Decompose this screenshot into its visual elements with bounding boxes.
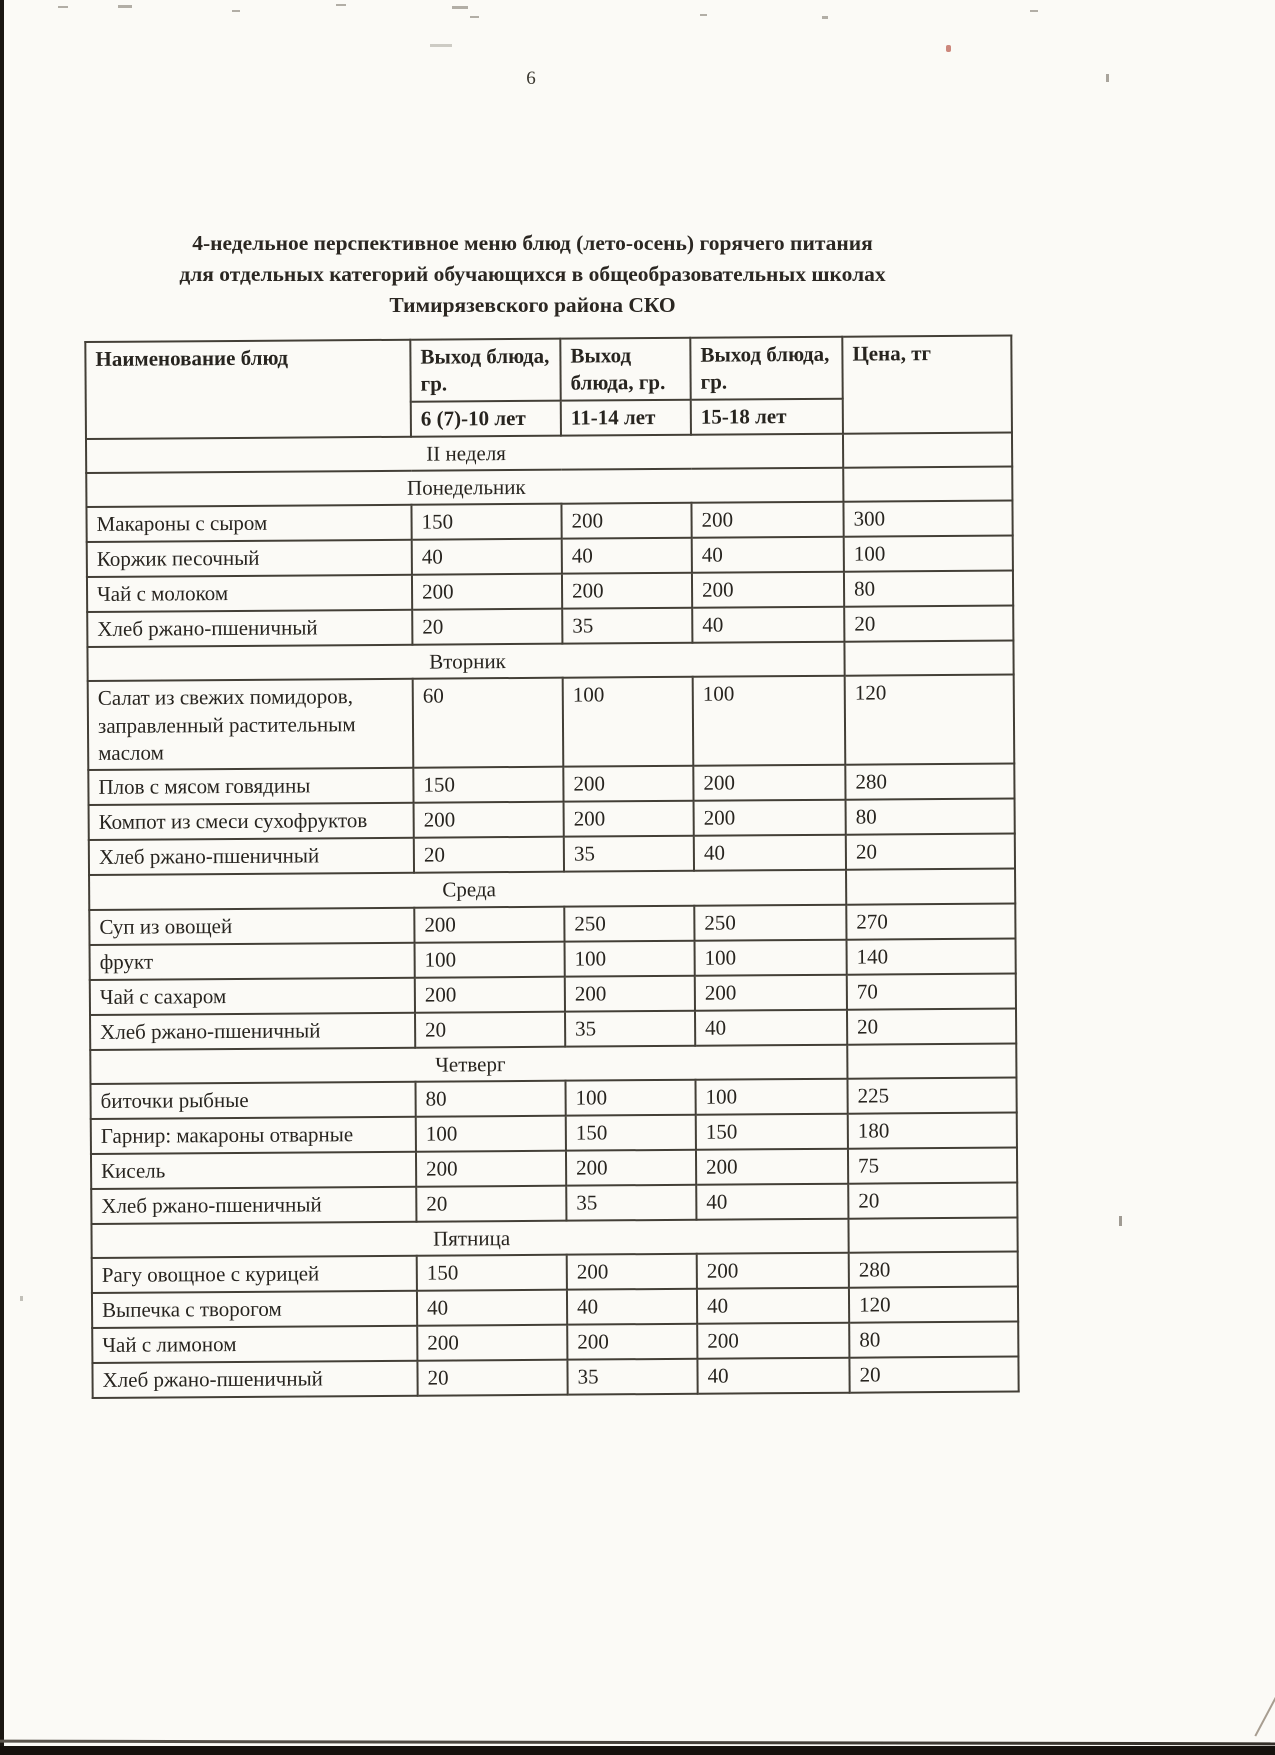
week-price-cell: [843, 432, 1012, 467]
dish-name-cell: Суп из овощей: [89, 907, 414, 944]
dish-name-cell: Чай с лимоном: [92, 1326, 417, 1363]
scan-edge-bottom: [0, 1746, 1275, 1755]
output-value-cell: 35: [562, 608, 692, 644]
output-value-cell: 150: [417, 1255, 567, 1291]
day-price-cell: [843, 466, 1012, 501]
document-title: [70, 228, 995, 322]
dish-name-cell: Хлеб ржано-пшеничный: [91, 1187, 416, 1224]
output-value-cell: 40: [417, 1290, 567, 1326]
output-value-cell: 200: [417, 1325, 567, 1361]
scan-speck: [20, 1296, 23, 1301]
scan-speck: [118, 5, 132, 8]
dish-name-cell: Хлеб ржано-пшеничный: [90, 1012, 415, 1049]
output-value-cell: 150: [413, 767, 563, 803]
output-value-cell: 40: [562, 538, 692, 574]
price-value-cell: 80: [846, 799, 1015, 835]
dish-name-cell: Выпечка с творогом: [92, 1291, 417, 1328]
price-value-cell: 70: [847, 973, 1016, 1009]
output-value-cell: 35: [567, 1359, 697, 1395]
header-row: [85, 336, 1011, 404]
dish-name-cell: биточки рыбные: [90, 1082, 415, 1119]
output-value-cell: 35: [565, 1010, 695, 1046]
price-value-cell: 20: [849, 1357, 1018, 1393]
menu-table-body: [86, 432, 1019, 1398]
page-number: 6: [526, 68, 536, 89]
dish-name-cell: фрукт: [90, 942, 415, 979]
scan-speck: [822, 16, 828, 19]
output-value-cell: 200: [694, 800, 846, 836]
menu-table-container: [84, 335, 1017, 1400]
output-value-cell: 40: [696, 1184, 848, 1220]
output-value-cell: 100: [415, 941, 565, 977]
output-value-cell: 60: [413, 678, 564, 768]
output-value-cell: 250: [694, 904, 846, 940]
output-value-cell: 200: [567, 1324, 697, 1360]
output-value-cell: 100: [416, 1116, 566, 1152]
price-value-cell: 80: [849, 1322, 1018, 1358]
output-value-cell: 250: [564, 905, 694, 941]
dish-name-cell: Макароны с сыром: [86, 505, 411, 542]
header-age-group-2: 11-14 лет: [561, 399, 691, 435]
output-value-cell: 20: [415, 1011, 565, 1047]
scan-speck: [1030, 10, 1038, 12]
day-label: Четверг: [90, 1044, 847, 1084]
table-row: [88, 675, 1015, 770]
day-label: Пятница: [91, 1219, 848, 1259]
title-line-2: для отдельных категорий обучающихся в общеобразовательных школах: [179, 262, 886, 287]
scan-speck: [452, 6, 468, 9]
scan-speck: [1106, 74, 1109, 82]
header-output-2: Выход блюда, гр.: [560, 338, 690, 400]
dish-name-cell: Кисель: [91, 1152, 416, 1189]
price-value-cell: 20: [848, 1182, 1017, 1218]
scan-speck: [470, 16, 479, 18]
output-value-cell: 20: [414, 837, 564, 873]
header-output-1: Выход блюда, гр.: [410, 339, 560, 402]
output-value-cell: 100: [565, 1080, 695, 1116]
price-value-cell: 140: [847, 938, 1016, 974]
header-output-3: Выход блюда, гр.: [690, 337, 842, 400]
price-value-cell: 20: [844, 606, 1013, 642]
header-dish-name: Наименование блюд: [85, 340, 411, 439]
output-value-cell: 200: [414, 906, 564, 942]
output-value-cell: 150: [696, 1114, 848, 1150]
dish-name-cell: Плов с мясом говядины: [88, 768, 413, 805]
scan-edge-left: [0, 0, 4, 1755]
output-value-cell: 150: [566, 1115, 696, 1151]
output-value-cell: 35: [566, 1185, 696, 1221]
dish-name-cell: Чай с молоком: [87, 575, 412, 612]
header-age-group-1: 6 (7)-10 лет: [411, 400, 561, 436]
output-value-cell: 200: [697, 1253, 849, 1289]
dish-name-cell: Хлеб ржано-пшеничный: [92, 1361, 417, 1398]
output-value-cell: 100: [693, 676, 846, 766]
scan-speck: [232, 10, 240, 12]
menu-table: [84, 335, 1019, 1400]
output-value-cell: 100: [563, 677, 694, 767]
output-value-cell: 200: [697, 1323, 849, 1359]
price-value-cell: 300: [843, 501, 1012, 537]
scan-bottom-line: [0, 1740, 1275, 1746]
output-value-cell: 200: [692, 572, 844, 608]
output-value-cell: 200: [567, 1254, 697, 1290]
price-value-cell: 270: [846, 903, 1015, 939]
output-value-cell: 40: [694, 835, 846, 871]
day-price-cell: [848, 1217, 1017, 1252]
day-label: Среда: [89, 870, 846, 910]
dish-name-cell: Рагу овощное с курицей: [92, 1256, 417, 1293]
output-value-cell: 200: [696, 1149, 848, 1185]
dish-name-cell: Гарнир: макароны отварные: [91, 1117, 416, 1154]
dish-name-cell: Компот из смеси сухофруктов: [89, 803, 414, 840]
output-value-cell: 40: [692, 537, 844, 573]
output-value-cell: 200: [563, 766, 693, 802]
output-value-cell: 200: [566, 1150, 696, 1186]
output-value-cell: 200: [415, 976, 565, 1012]
output-value-cell: 35: [564, 836, 694, 872]
day-label: Вторник: [87, 642, 844, 682]
scan-speck: [1119, 1216, 1122, 1226]
scan-speck: [700, 14, 707, 16]
title-line-1: 4-недельное перспективное меню блюд (лето-осень) горячего питания: [192, 231, 873, 255]
output-value-cell: 200: [693, 765, 845, 801]
output-value-cell: 40: [567, 1289, 697, 1325]
output-value-cell: 200: [412, 574, 562, 610]
scan-speck: [946, 45, 951, 52]
dish-name-cell: Салат из свежих помидоров, заправленный растительным маслом: [88, 679, 414, 770]
output-value-cell: 200: [416, 1151, 566, 1187]
scan-speck: [336, 4, 346, 6]
price-value-cell: 80: [844, 571, 1013, 607]
output-value-cell: 80: [415, 1081, 565, 1117]
price-value-cell: 280: [845, 764, 1014, 800]
day-label: Понедельник: [86, 468, 843, 508]
output-value-cell: 200: [414, 802, 564, 838]
dish-name-cell: Хлеб ржано-пшеничный: [89, 838, 414, 875]
header-age-group-3: 15-18 лет: [691, 398, 843, 434]
dish-name-cell: Чай с сахаром: [90, 977, 415, 1014]
price-value-cell: 280: [849, 1252, 1018, 1288]
price-value-cell: 120: [845, 675, 1015, 765]
day-price-cell: [847, 1043, 1016, 1078]
output-value-cell: 100: [695, 939, 847, 975]
day-price-cell: [846, 869, 1015, 904]
output-value-cell: 200: [695, 974, 847, 1010]
output-value-cell: 200: [564, 801, 694, 837]
output-value-cell: 40: [695, 1009, 847, 1045]
day-price-cell: [844, 641, 1013, 676]
output-value-cell: 20: [416, 1186, 566, 1222]
scan-speck: [430, 44, 452, 47]
title-line-3: Тимирязевского района СКО: [389, 293, 676, 318]
output-value-cell: 20: [417, 1360, 567, 1396]
output-value-cell: 200: [562, 573, 692, 609]
price-value-cell: 100: [844, 536, 1013, 572]
week-label: II неделя: [86, 433, 843, 473]
output-value-cell: 100: [565, 940, 695, 976]
scan-corner-mark: [1254, 1691, 1275, 1736]
table-row: [92, 1357, 1018, 1398]
price-value-cell: 225: [847, 1077, 1016, 1113]
header-price: Цена, тг: [842, 336, 1012, 434]
output-value-cell: 200: [561, 503, 691, 539]
output-value-cell: 40: [692, 607, 844, 643]
output-value-cell: 200: [691, 502, 843, 538]
output-value-cell: 100: [695, 1079, 847, 1115]
output-value-cell: 40: [412, 539, 562, 575]
output-value-cell: 150: [411, 504, 561, 540]
price-value-cell: 120: [849, 1287, 1018, 1323]
price-value-cell: 20: [847, 1008, 1016, 1044]
price-value-cell: 20: [846, 834, 1015, 870]
scan-speck: [58, 6, 68, 8]
price-value-cell: 75: [848, 1147, 1017, 1183]
output-value-cell: 20: [412, 609, 562, 645]
dish-name-cell: Коржик песочный: [87, 540, 412, 577]
output-value-cell: 40: [697, 1288, 849, 1324]
output-value-cell: 40: [697, 1358, 849, 1394]
dish-name-cell: Хлеб ржано-пшеничный: [87, 610, 412, 647]
price-value-cell: 180: [848, 1112, 1017, 1148]
output-value-cell: 200: [565, 975, 695, 1011]
